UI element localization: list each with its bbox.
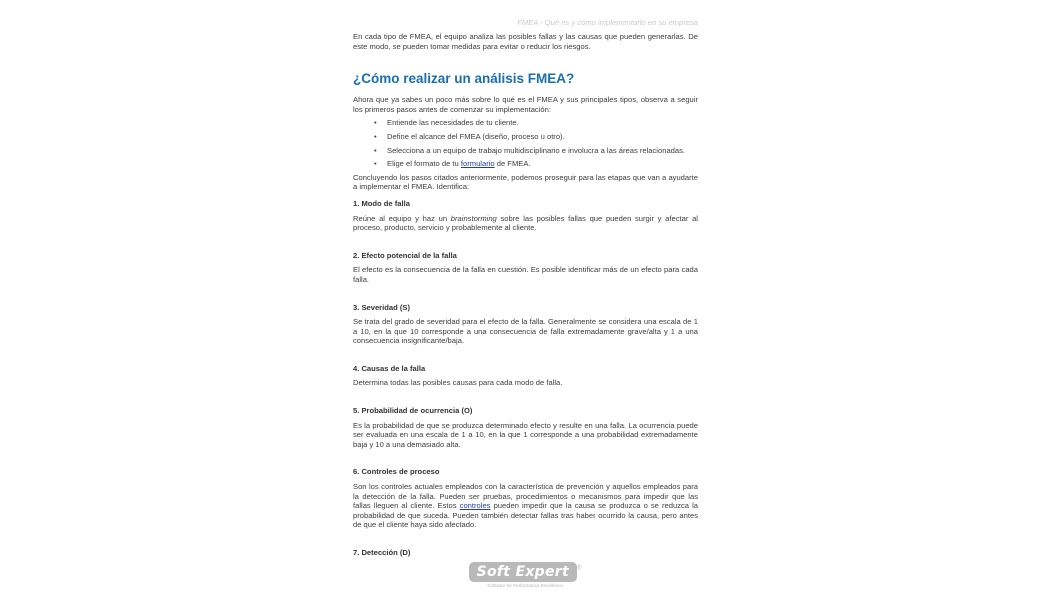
step-section [353, 199, 698, 233]
step-title: 1. Modo de falla [353, 198, 410, 208]
softexpert-logo [460, 562, 590, 588]
step-text [353, 482, 698, 530]
step-title: 3. Severidad (S) [353, 302, 410, 312]
section-heading: ¿Cómo realizar un análisis FMEA? [353, 71, 575, 87]
step-section [353, 406, 698, 449]
bullet-item: • Selecciona a un equipo de trabajo multidisciplinario e involucra a las áreas relacionadas. [387, 146, 698, 156]
step-title: 6. Controles de proceso [353, 467, 440, 477]
lead-paragraph: Ahora que ya sabes un poco más sobre lo qué es el FMEA y sus principales tipos, observa a seguir los primeros pasos antes de comenzar su implementación: [353, 95, 698, 114]
registered-mark: ® [576, 565, 582, 572]
bullet-text: Elige el formato de tu [387, 159, 461, 169]
document-page [353, 18, 698, 563]
logo-wordmark: Soft Expert [469, 562, 577, 582]
bullet-item: • Define el alcance del FMEA (diseño, proceso u otro). [387, 132, 698, 142]
step-title: 4. Causas de la falla [353, 363, 426, 373]
logo-tagline: Software for Performance Excellence [487, 583, 563, 588]
step-title: 2. Efecto potencial de la falla [353, 250, 457, 260]
step-text: Se trata del grado de severidad para el efecto de la falla. Generalmente se considera una escala de 1 a 10, en la que 10 corresponde a una consecuencia de falla extremadamente grave/alta y 1 a una consecuencia insignificante/baja. [353, 317, 698, 346]
step-section [353, 548, 698, 558]
step-title: 5. Probabilidad de ocurrencia (O) [353, 406, 473, 416]
step-text: Determina todas las posibles causas para cada modo de falla. [353, 378, 563, 388]
bullet-item: • Entiende las necesidades de tu cliente. [387, 118, 698, 128]
running-header: FMEA - Qué es y cómo implementarlo en su empresa [517, 18, 698, 27]
step-text: Es la probabilidad de que se produzca determinado efecto y resulte en una falla. La ocurrencia puede ser evaluada en una escala de 1 a 10, en la que 1 corresponde a una probabilidad extremadamente baja y 10 a una demasiado alta. [353, 420, 698, 449]
step-title: 7. Detección (D) [353, 548, 411, 557]
step-section [353, 251, 698, 285]
step-text: El efecto es la consecuencia de la falla en cuestión. Es posible identificar más de un efecto para cada falla. [353, 265, 698, 284]
bullet-item [387, 159, 698, 169]
conclusion-paragraph: Concluyendo los pasos citados anteriormente, podemos proseguir para las etapas que van a ayudarte a implementar el FMEA. Identifica: [353, 172, 698, 192]
step-text [353, 214, 698, 233]
step-text-part: pueden impedir que la causa se produzca o se reduzca la probabilidad de que suceda. Pueden también detectar fallas tras haber ocurrido la causa, pero antes de que el cliente haya sido afectado. [353, 501, 699, 530]
formulario-link[interactable]: formulario [460, 159, 495, 169]
step-text-emphasis: brainstorming [450, 213, 497, 223]
step-section [353, 467, 698, 530]
bullet-text: de FMEA. [494, 159, 531, 169]
steps-bullet-list [353, 118, 698, 168]
intro-paragraph: En cada tipo de FMEA, el equipo analiza las posibles fallas y las causas que pueden generarlas. De este modo, se pueden tomar medidas para evitar o reducir los riesgos. [353, 32, 698, 51]
step-section [353, 364, 698, 388]
step-section [353, 303, 698, 346]
controles-link[interactable]: controles [459, 501, 491, 511]
step-text-part: Son los controles actuales empleados con la característica de prevención y aquellos empleados para la detección de la falla. Pueden ser pruebas, procedimientos o mecanismos para impedir que las fallas lleguen al cliente. Estos [353, 482, 698, 511]
step-text-part: Reúne al equipo y haz un [353, 213, 451, 223]
step-text-part: sobre las posibles fallas que pueden surgir y afectar al proceso, producto, servicio y probablemente al cliente. [353, 213, 698, 233]
